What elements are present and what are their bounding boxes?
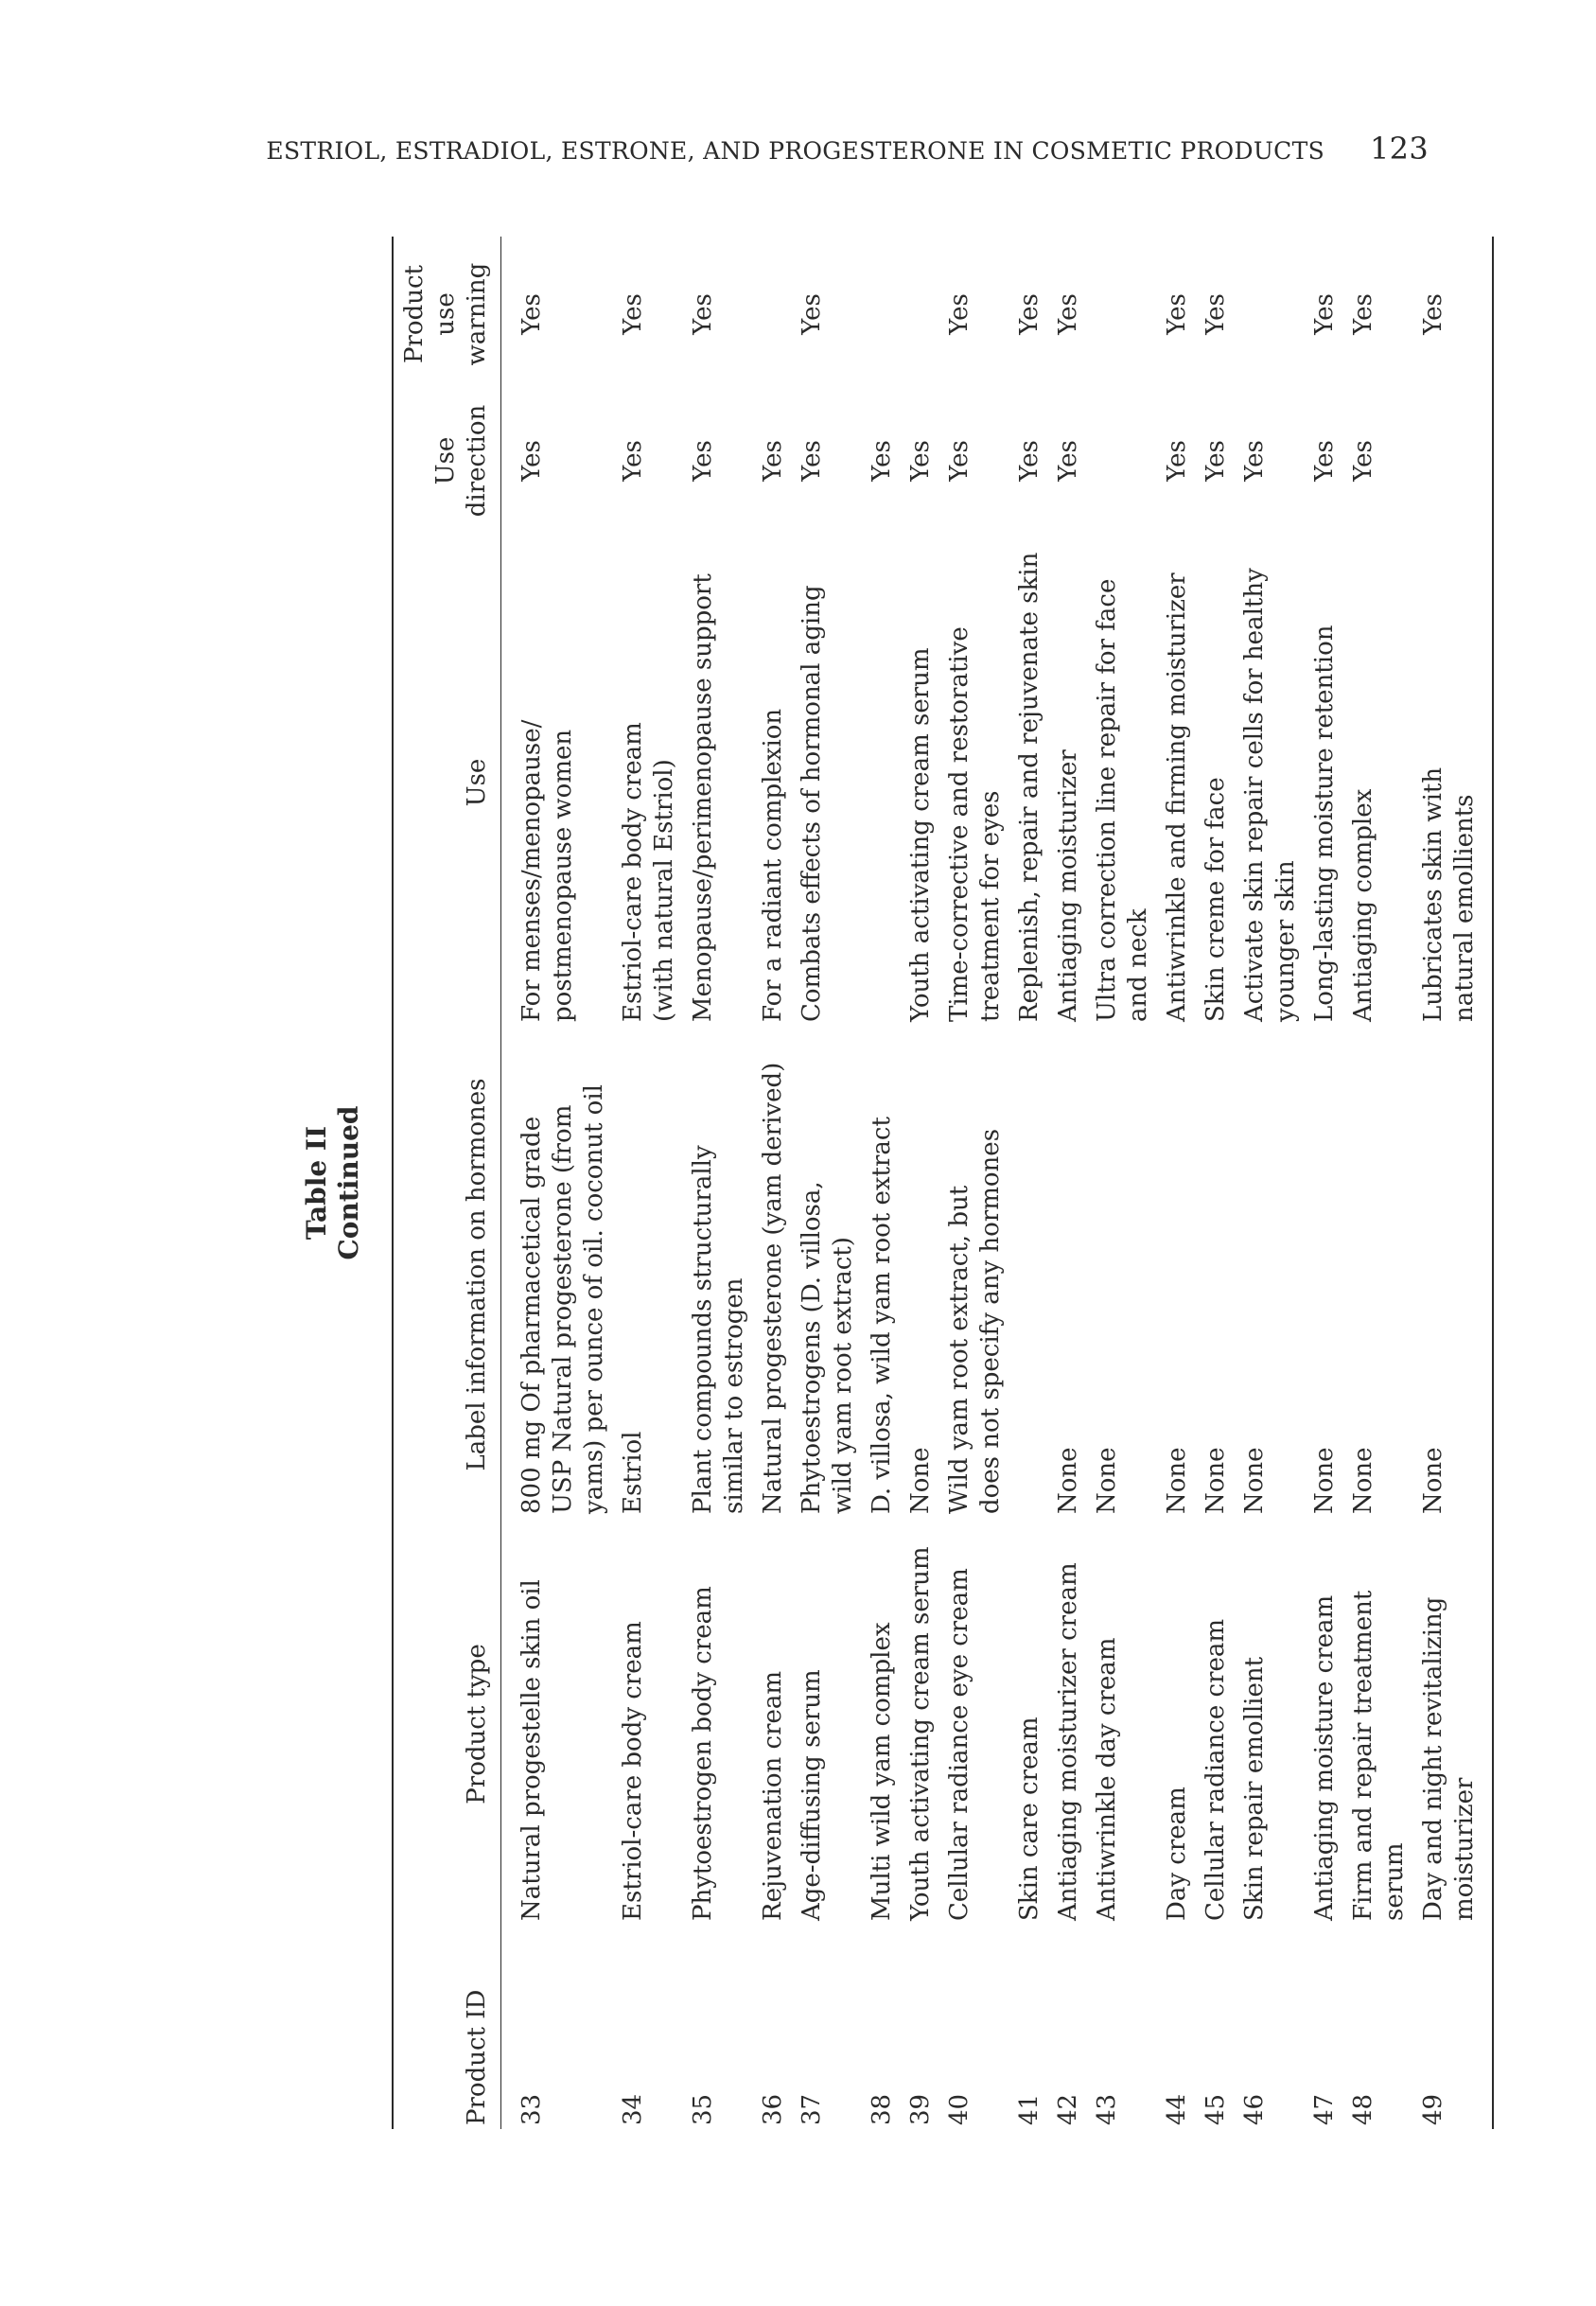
cell-use: For menses/menopause/ postmenopause women: [517, 719, 577, 1022]
cell-use: Time-corrective and restorative treatment for eyes: [945, 626, 1005, 1022]
cell-product-id: 45: [1201, 2093, 1230, 2125]
cell-product-type: Multi wild yam complex: [868, 1622, 896, 1921]
table-row: [797, 237, 859, 2129]
cell-label-info: None: [906, 1447, 935, 1514]
cell-use: Antiaging complex: [1349, 788, 1377, 1022]
cell-use: Skin creme for face: [1201, 777, 1230, 1022]
cell-use-warning: Yes: [1054, 293, 1082, 335]
table-row: [517, 237, 610, 2129]
cell-use: Long-lasting moisture retention: [1310, 625, 1339, 1022]
cell-product-id: 35: [689, 2093, 717, 2125]
table-row: [905, 237, 937, 2129]
cell-product-type: Antiwrinkle day cream: [1093, 1637, 1121, 1921]
cell-product-id: 44: [1163, 2093, 1191, 2125]
cell-label-info: None: [1163, 1447, 1191, 1514]
cell-use-direction: Yes: [1054, 440, 1082, 482]
cell-use-warning: Yes: [1163, 293, 1191, 335]
cell-label-info: None: [1240, 1447, 1269, 1514]
cell-product-type: Phytoestrogen body cream: [689, 1586, 717, 1921]
cell-label-info: None: [1419, 1447, 1447, 1514]
cell-label-info: None: [1201, 1447, 1230, 1514]
column-header-use: Use: [463, 758, 491, 807]
cell-product-type: Cellular radiance eye cream: [945, 1568, 973, 1921]
cell-label-info: 800 mg Of pharmacetical grade USP Natural progesterone (from yams) per ounce of oil. coconut oil: [517, 1084, 608, 1514]
cell-use: Lubricates skin with natural emollients: [1419, 766, 1479, 1022]
column-header-product-type: Product type: [463, 1644, 491, 1804]
cell-product-type: Natural progestelle skin oil: [517, 1579, 546, 1921]
cell-use-direction: Yes: [945, 440, 973, 482]
table-row: [1239, 237, 1302, 2129]
cell-use-warning: Yes: [517, 293, 546, 335]
cell-label-info: None: [1093, 1447, 1121, 1514]
table-row: [1201, 237, 1232, 2129]
table-row: [1418, 237, 1481, 2129]
cell-product-type: Firm and repair treatment serum: [1349, 1590, 1409, 1921]
table-caption-title: Table II: [301, 1125, 332, 1241]
table-row: [758, 237, 789, 2129]
cell-label-info: Phytoestrogens (D. villosa, wild yam root extract): [798, 1181, 857, 1514]
cell-product-id: 38: [868, 2093, 896, 2125]
table-caption: [301, 237, 365, 2129]
cell-product-type: Skin repair emollient: [1240, 1656, 1269, 1921]
cell-product-id: 42: [1054, 2093, 1082, 2125]
table-row: [944, 237, 1007, 2129]
cell-product-type: Day and night revitalizing moisturizer: [1419, 1596, 1479, 1921]
cell-label-info: None: [1310, 1447, 1339, 1514]
cell-use-warning: Yes: [1201, 293, 1230, 335]
page-number: 123: [1370, 131, 1429, 167]
column-header-label-info: Label information on hormones: [463, 1078, 491, 1471]
cell-use-warning: Yes: [1310, 293, 1339, 335]
cell-use: For a radiant complexion: [759, 708, 787, 1022]
cell-use-direction: Yes: [1310, 440, 1339, 482]
cell-product-id: 46: [1240, 2093, 1269, 2125]
cell-product-id: 40: [945, 2093, 973, 2125]
running-head: [227, 131, 1429, 167]
cell-product-type: Cellular radiance cream: [1201, 1618, 1230, 1921]
table-row: [1309, 237, 1341, 2129]
cell-use: Ultra correction line repair for face and neck: [1093, 578, 1152, 1022]
cell-label-info: Estriol: [619, 1431, 647, 1514]
table-row: [1014, 237, 1045, 2129]
cell-product-type: Day cream: [1163, 1787, 1191, 1921]
cell-product-id: 33: [517, 2093, 546, 2125]
cell-product-type: Skin care cream: [1015, 1716, 1044, 1921]
cell-use-direction: Yes: [1163, 440, 1191, 482]
cell-use: Menopause/perimenopause support: [689, 573, 717, 1022]
table-row: [1092, 237, 1154, 2129]
cell-use-direction: Yes: [517, 440, 546, 482]
cell-use-warning: Yes: [798, 293, 826, 335]
cell-use: Antiwrinkle and firming moisturizer: [1163, 572, 1191, 1022]
cell-product-id: 49: [1419, 2093, 1447, 2125]
cell-use-warning: Yes: [689, 293, 717, 335]
cell-label-info: None: [1054, 1447, 1082, 1514]
table-row: [867, 237, 898, 2129]
cell-product-id: 34: [619, 2093, 647, 2125]
cell-use: Youth activating cream serum: [906, 647, 935, 1022]
cell-label-info: Plant compounds structurally similar to estrogen: [689, 1145, 748, 1514]
cell-product-type: Antiaging moisturizer cream: [1054, 1562, 1082, 1921]
cell-label-info: Wild yam root extract, but does not specify any hormones: [945, 1128, 1005, 1514]
cell-product-type: Age-diffusing serum: [798, 1669, 826, 1921]
running-title: ESTRIOL, ESTRADIOL, ESTRONE, AND PROGESTERONE IN COSMETIC PRODUCTS: [266, 137, 1325, 165]
cell-use-direction: Yes: [619, 440, 647, 482]
cell-use-direction: Yes: [689, 440, 717, 482]
cell-use-direction: Yes: [1201, 440, 1230, 482]
table-body: [501, 237, 1492, 2129]
table-row: [1348, 237, 1411, 2129]
cell-product-type: Youth activating cream serum: [906, 1546, 935, 1921]
column-header-use-warning: Product use warning: [400, 262, 491, 366]
cell-use-warning: Yes: [1015, 293, 1044, 335]
cell-use: Activate skin repair cells for healthy younger skin: [1240, 568, 1300, 1022]
cell-use-direction: Yes: [798, 440, 826, 482]
cell-product-type: Rejuvenation cream: [759, 1670, 787, 1921]
bottom-rule: [1492, 237, 1494, 2129]
cell-product-id: 36: [759, 2093, 787, 2125]
cell-use: Combats effects of hormonal aging: [798, 585, 826, 1022]
table-row: [1162, 237, 1193, 2129]
rotated-table-block: [301, 237, 1479, 2129]
table-header-row: [394, 237, 500, 2129]
cell-label-info: Natural progesterone (yam derived): [759, 1062, 787, 1514]
cell-use: Replenish, repair and rejuvenate skin: [1015, 552, 1044, 1022]
table-row: [688, 237, 750, 2129]
product-table: [392, 237, 1494, 2129]
cell-product-id: 41: [1015, 2093, 1044, 2125]
cell-use-direction: Yes: [759, 440, 787, 482]
cell-product-id: 47: [1310, 2093, 1339, 2125]
cell-use-warning: Yes: [1419, 293, 1447, 335]
cell-use-direction: Yes: [868, 440, 896, 482]
table-caption-subtitle: Continued: [333, 1105, 364, 1260]
cell-product-id: 37: [798, 2093, 826, 2125]
table-row: [1053, 237, 1084, 2129]
cell-product-type: Antiaging moisture cream: [1310, 1594, 1339, 1921]
cell-use: Antiaging moisturizer: [1054, 749, 1082, 1022]
column-header-product-id: Product ID: [463, 1989, 491, 2125]
table-row: [618, 237, 680, 2129]
cell-use-direction: Yes: [1240, 440, 1269, 482]
cell-product-type: Estriol-care body cream: [619, 1621, 647, 1921]
cell-use-direction: Yes: [906, 440, 935, 482]
cell-use-warning: Yes: [1349, 293, 1377, 335]
cell-use-direction: Yes: [1015, 440, 1044, 482]
cell-use-warning: Yes: [945, 293, 973, 335]
cell-use-direction: Yes: [1349, 440, 1377, 482]
cell-product-id: 48: [1349, 2093, 1377, 2125]
cell-label-info: None: [1349, 1447, 1377, 1514]
cell-label-info: D. villosa, wild yam root extract: [868, 1117, 896, 1514]
column-header-use-direction: Use direction: [431, 404, 491, 518]
cell-use-warning: Yes: [619, 293, 647, 335]
cell-product-id: 43: [1093, 2093, 1121, 2125]
cell-use: Estriol-care body cream (with natural Estriol): [619, 722, 678, 1022]
cell-product-id: 39: [906, 2093, 935, 2125]
